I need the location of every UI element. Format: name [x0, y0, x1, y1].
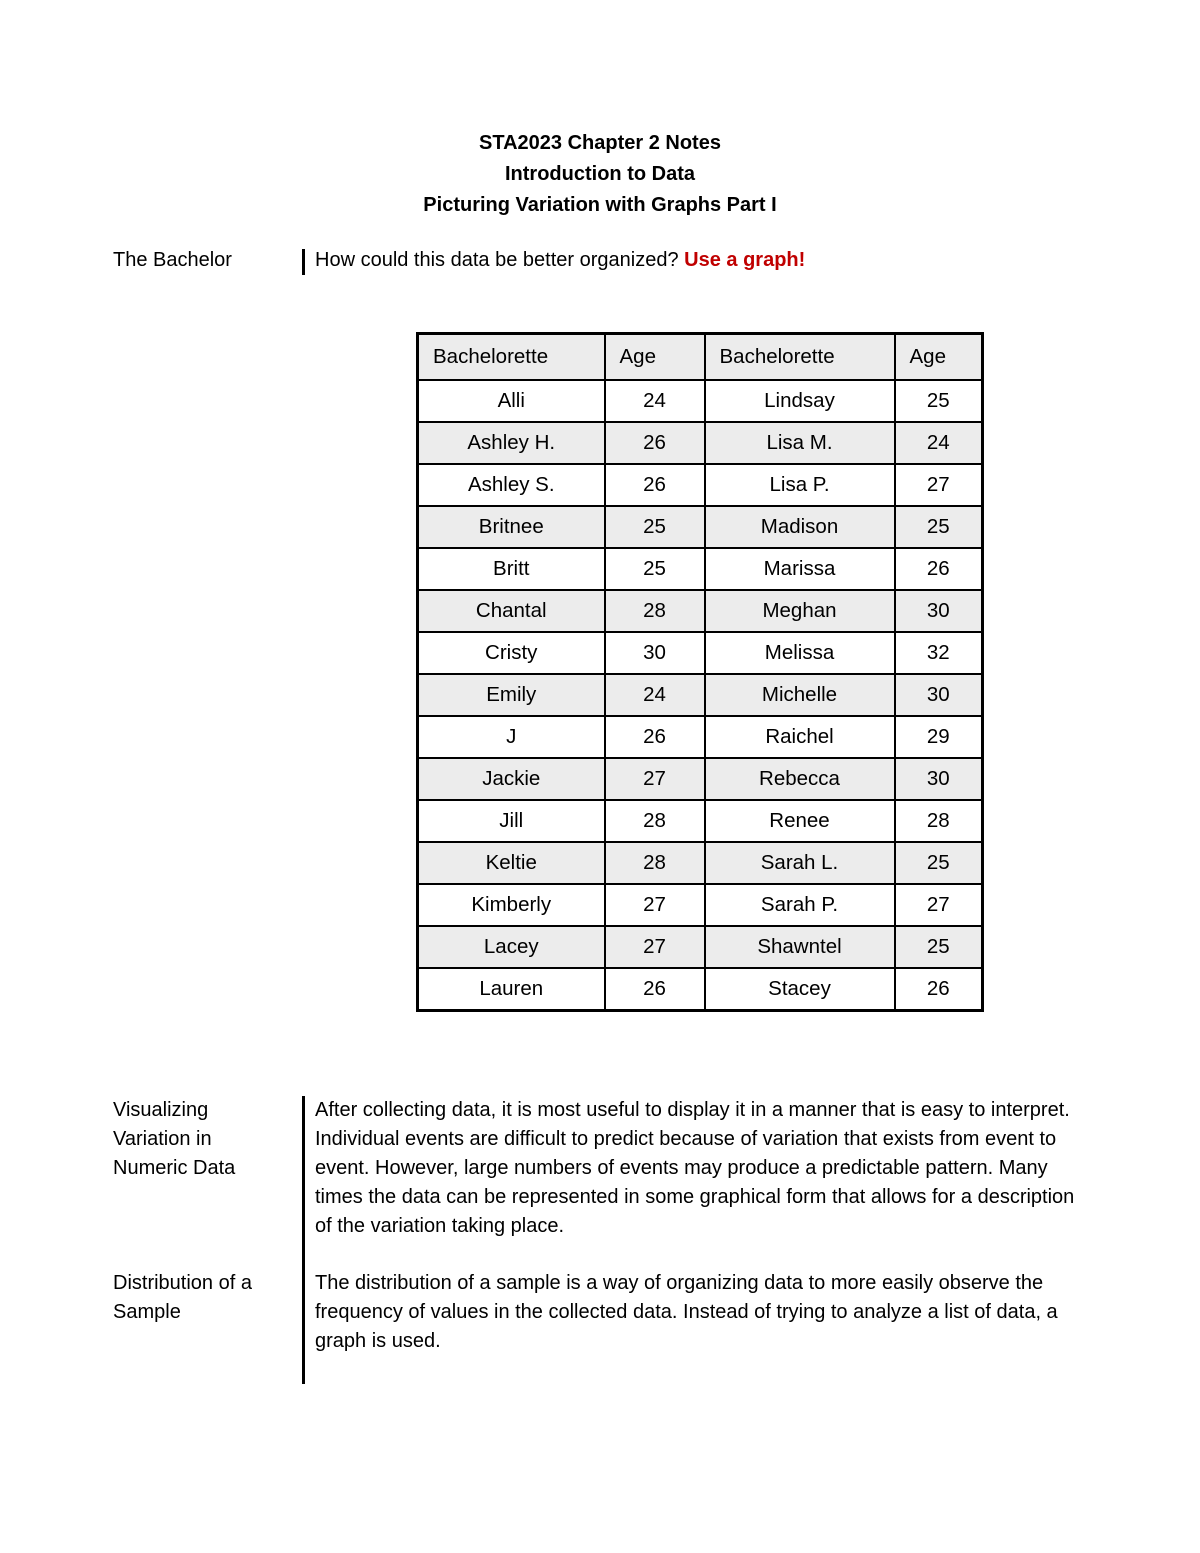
table-row [418, 380, 983, 422]
column-header: Bachelorette [418, 334, 605, 381]
age-cell: 30 [605, 632, 705, 674]
course-title: STA2023 Chapter 2 Notes [479, 132, 721, 154]
table-row [418, 842, 983, 884]
name-cell: Stacey [705, 968, 895, 1011]
age-cell: 26 [895, 968, 983, 1011]
name-cell: Sarah L. [705, 842, 895, 884]
age-cell: 24 [895, 422, 983, 464]
age-cell: 29 [895, 716, 983, 758]
table-row [418, 548, 983, 590]
table-row [418, 968, 983, 1011]
table-row [418, 464, 983, 506]
name-cell: Jackie [418, 758, 605, 800]
distribution-label-line: Distribution of a [113, 1272, 252, 1294]
name-cell: Lacey [418, 926, 605, 968]
table-row [418, 632, 983, 674]
bachelor-divider [302, 249, 305, 275]
table-row [418, 674, 983, 716]
chapter-title: Introduction to Data [505, 163, 695, 185]
name-cell: Keltie [418, 842, 605, 884]
name-cell: Alli [418, 380, 605, 422]
table-row [418, 758, 983, 800]
age-cell: 30 [895, 590, 983, 632]
section-title: Picturing Variation with Graphs Part I [423, 194, 777, 216]
name-cell: Shawntel [705, 926, 895, 968]
bachelor-question: How could this data be better organized? [315, 249, 679, 271]
name-cell: Ashley H. [418, 422, 605, 464]
age-cell: 24 [605, 380, 705, 422]
age-cell: 28 [605, 590, 705, 632]
age-cell: 27 [605, 884, 705, 926]
visualizing-label-line: Numeric Data [113, 1157, 236, 1179]
name-cell: Ashley S. [418, 464, 605, 506]
age-cell: 25 [605, 548, 705, 590]
column-header: Age [605, 334, 705, 381]
name-cell: Rebecca [705, 758, 895, 800]
table-row [418, 506, 983, 548]
name-cell: Lindsay [705, 380, 895, 422]
name-cell: Jill [418, 800, 605, 842]
bachelor-answer: Use a graph! [684, 249, 806, 271]
table-row [418, 716, 983, 758]
visualizing-text: After collecting data, it is most useful to display it in a manner that is easy to interpret. Individual events are difficult to predict because of variation that exists from event to event. However, large numbers of events may produce a predictable pattern. Many times the data can be represented in some graphical form that allows for a description of the variation taking place. [315, 1099, 1075, 1237]
column-header: Age [895, 334, 983, 381]
name-cell: Britt [418, 548, 605, 590]
name-cell: Marissa [705, 548, 895, 590]
age-cell: 28 [895, 800, 983, 842]
distribution-label-line: Sample [113, 1301, 181, 1323]
age-cell: 28 [605, 842, 705, 884]
table-row [418, 926, 983, 968]
age-cell: 27 [605, 758, 705, 800]
age-cell: 26 [605, 464, 705, 506]
name-cell: Lauren [418, 968, 605, 1011]
age-cell: 25 [895, 926, 983, 968]
bachelor-label: The Bachelor [113, 249, 232, 271]
name-cell: Kimberly [418, 884, 605, 926]
age-cell: 32 [895, 632, 983, 674]
distribution-label [113, 1269, 252, 1327]
age-cell: 30 [895, 674, 983, 716]
age-cell: 26 [605, 716, 705, 758]
name-cell: Emily [418, 674, 605, 716]
table-row [418, 590, 983, 632]
age-cell: 25 [605, 506, 705, 548]
table-header-row [418, 334, 983, 381]
table-row [418, 884, 983, 926]
age-cell: 27 [895, 884, 983, 926]
age-cell: 25 [895, 842, 983, 884]
table-row [418, 800, 983, 842]
visualizing-label-line: Visualizing [113, 1099, 209, 1121]
name-cell: Madison [705, 506, 895, 548]
age-cell: 26 [605, 422, 705, 464]
name-cell: Melissa [705, 632, 895, 674]
distribution-text: The distribution of a sample is a way of organizing data to more easily observe the frequency of values in the collected data. Instead of trying to analyze a list of data, a graph is used. [315, 1272, 1058, 1352]
name-cell: Renee [705, 800, 895, 842]
age-cell: 26 [895, 548, 983, 590]
visualizing-label-line: Variation in [113, 1128, 212, 1150]
age-cell: 25 [895, 506, 983, 548]
name-cell: Lisa M. [705, 422, 895, 464]
name-cell: Cristy [418, 632, 605, 674]
name-cell: Sarah P. [705, 884, 895, 926]
name-cell: Chantal [418, 590, 605, 632]
bachelor-question-line [315, 246, 1075, 275]
age-cell: 28 [605, 800, 705, 842]
notes-divider [302, 1096, 305, 1384]
name-cell: Lisa P. [705, 464, 895, 506]
page-header [0, 128, 1200, 221]
bachelorette-ages-table [416, 332, 984, 1012]
name-cell: Michelle [705, 674, 895, 716]
age-cell: 27 [605, 926, 705, 968]
column-header: Bachelorette [705, 334, 895, 381]
table-row [418, 422, 983, 464]
name-cell: Raichel [705, 716, 895, 758]
age-cell: 26 [605, 968, 705, 1011]
age-cell: 30 [895, 758, 983, 800]
name-cell: Meghan [705, 590, 895, 632]
visualizing-label [113, 1096, 235, 1183]
name-cell: J [418, 716, 605, 758]
name-cell: Britnee [418, 506, 605, 548]
age-cell: 25 [895, 380, 983, 422]
age-cell: 27 [895, 464, 983, 506]
age-cell: 24 [605, 674, 705, 716]
